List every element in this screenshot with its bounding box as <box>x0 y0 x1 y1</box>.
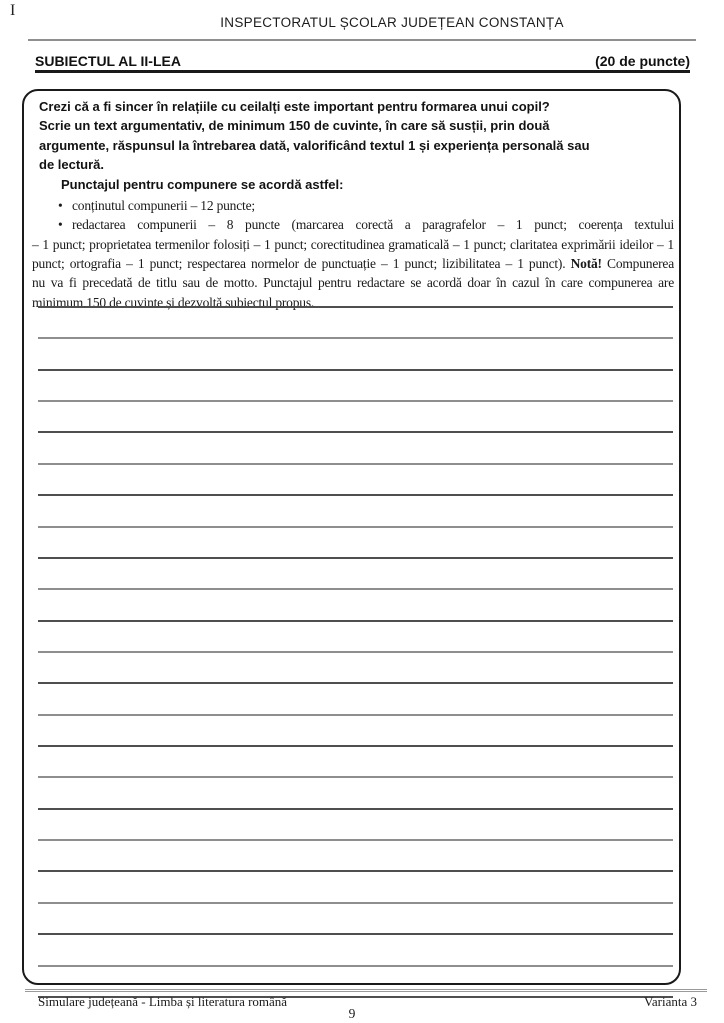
scoring-details <box>32 196 674 312</box>
answer-line <box>38 808 673 839</box>
footer-left-text: Simulare județeană - Limba și literatura română <box>38 994 288 1009</box>
bullet-glyph: • <box>58 217 63 233</box>
answer-line <box>38 369 673 400</box>
answer-line <box>38 651 673 682</box>
answer-line <box>38 463 673 494</box>
task-prompt <box>39 97 666 194</box>
answer-line <box>38 557 673 588</box>
task-prompt-line: Crezi că a fi sincer în relațiile cu ceilalți este important pentru formarea unui copil? <box>39 99 550 114</box>
subject-underline <box>35 70 690 73</box>
scoring-details-line: • conținutul compunerii – 12 puncte; <box>32 196 674 215</box>
header-institution-title: INSPECTORATUL ȘCOLAR JUDEȚEAN CONSTANȚA <box>220 15 564 30</box>
task-box <box>22 89 681 985</box>
answer-line <box>38 620 673 651</box>
header-divider <box>28 39 696 41</box>
answer-line <box>38 933 673 964</box>
scoring-details-line: – 1 punct; proprietatea termenilor folosiți – 1 punct; corectitudinea gramaticală – 1 punct; claritatea exprimării ideilor – 1 <box>32 236 674 252</box>
task-prompt-line: de lectură. <box>39 157 105 173</box>
subject-points: (20 de puncte) <box>595 53 690 69</box>
scoring-details-line: • redactarea compunerii – 8 puncte (marcarea corectă a paragrafelor – 1 punct; coerența textului <box>32 215 674 234</box>
answer-line <box>38 839 673 870</box>
answer-line <box>38 526 673 557</box>
footer-divider <box>25 989 707 992</box>
question-number-mark: I <box>10 2 16 19</box>
scoring-details-line: minimum 150 de cuvinte și dezvoltă subiectul propus. <box>32 294 315 310</box>
answer-lines <box>38 306 673 1023</box>
answer-line <box>38 902 673 933</box>
page-number: 9 <box>348 1006 356 1021</box>
answer-line <box>38 776 673 807</box>
subject-row <box>35 53 690 69</box>
bullet-glyph: • <box>58 198 63 214</box>
answer-line <box>38 337 673 368</box>
task-prompt-line: Scrie un text argumentativ, de minimum 150 de cuvinte, în care să susții, prin două <box>39 118 550 134</box>
answer-line <box>38 494 673 525</box>
answer-line <box>38 870 673 901</box>
answer-line <box>38 431 673 462</box>
footer-variant-text: Varianta 3 <box>643 994 697 1009</box>
scoring-heading: Punctajul pentru compunere se acordă astfel: <box>61 176 344 192</box>
answer-line <box>38 306 673 337</box>
answer-line <box>38 745 673 776</box>
task-prompt-line: argumente, răspunsul la întrebarea dată, valorificând textul 1 și experiența personală sau <box>39 137 590 153</box>
answer-line <box>38 714 673 745</box>
answer-line <box>38 682 673 713</box>
scoring-details-line: punct; ortografia – 1 punct; respectarea normelor de punctuație – 1 punct; lizibilitatea – 1 punct). Notă! Compunerea <box>32 255 675 271</box>
scoring-details-line: nu va fi precedată de titlu sau de motto. Punctajul pentru redactare se acordă doar în cazul în care compunerea are <box>32 275 674 291</box>
answer-line <box>38 588 673 619</box>
subject-title: SUBIECTUL AL II-LEA <box>35 53 181 69</box>
answer-line <box>38 400 673 431</box>
